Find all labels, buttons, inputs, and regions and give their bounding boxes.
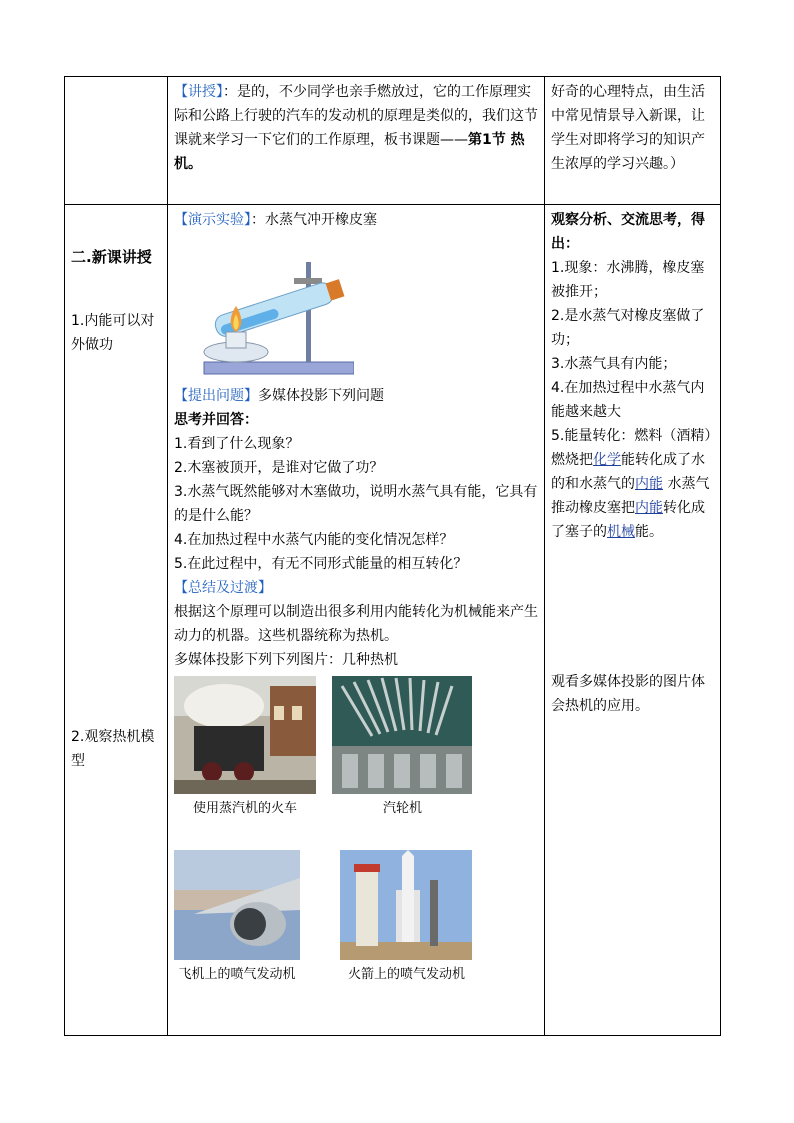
media-text: 多媒体投影下列下列图片：几种热机 [174,652,398,668]
section-item-2: 2.观察热机模型 [71,729,155,769]
section-right-cell [545,205,721,1036]
photos-row-2 [174,850,539,990]
lecture-tag: 【讲授】 [174,84,223,100]
question-2: 2.木塞被顶开，是谁对它做了功？ [174,460,384,476]
question-5: 5.在此过程中，有无不同形式能量的相互转化？ [174,556,468,572]
intro-left-cell [65,77,168,205]
clamp [294,278,322,284]
p5-part-e: 能。 [635,524,663,540]
photos-row-1 [174,676,539,826]
p5-part-d: 转化成了塞子的 [551,500,705,540]
stand-rod [306,262,311,362]
lecture-text: ：是的，不少同学也亲手燃放过，它的工作原理实际和公路上行驶的汽车的发动机的原理是类似的，我们这节课就来学习一下它们的工作原理，板书课题—— [174,84,538,148]
p5-blank-internal-2: 内能 [635,500,663,516]
p5-part-b: 能转化成了水的和水蒸气的 [551,452,705,492]
question-text: 多媒体投影下列问题 [258,388,384,404]
lesson-title: 第1节 热机。 [174,132,525,172]
figure-rocket [340,850,472,984]
right-point-4: 4.在加热过程中水蒸气内能越来越大 [551,380,705,420]
demo-text: ：水蒸气冲开橡皮塞 [251,212,377,228]
demo-tag: 【演示实验】 [174,212,251,228]
steam-train-photo [174,676,316,794]
section-left-cell [65,205,168,1036]
right-observe: 观看多媒体投影的图片体会热机的应用。 [551,674,705,714]
figure-jet-engine [174,850,300,984]
rocket-photo [340,850,472,960]
right-point-2: 2.是水蒸气对橡皮塞做了功； [551,308,705,348]
jet-engine-photo [174,850,300,960]
lesson-table [64,76,721,1036]
question-tag: 【提出问题】 [174,388,258,404]
p5-blank-internal-1: 内能 [635,476,663,492]
figure-steam-train [174,676,316,818]
question-1: 1.看到了什么现象？ [174,436,300,452]
p5-blank-chemical: 化学 [593,452,621,468]
experiment-illustration [174,234,539,384]
p5-part-a: 5.能量转化：燃料（酒精）燃烧把 [551,428,712,468]
new-lesson-row [65,205,721,1036]
section-heading: 二.新课讲授 [71,248,152,266]
section-middle-cell [168,205,545,1036]
right-heading: 观察分析、交流思考，得出： [551,212,705,252]
summary-text: 根据这个原理可以制造出很多利用内能转化为机械能来产生动力的机器。这些机器统称为热机。 [174,604,538,644]
caption-jet-engine: 飞机上的喷气发动机 [178,967,296,982]
right-point-1: 1.现象：水沸腾，橡皮塞被推开； [551,260,705,300]
p5-blank-mechanical: 机械 [607,524,635,540]
caption-turbine: 汽轮机 [382,801,422,816]
caption-steam-train: 使用蒸汽机的火车 [192,801,297,816]
test-tube [213,277,345,339]
right-point-3: 3.水蒸气具有内能； [551,356,677,372]
figure-turbine [332,676,472,818]
intro-right-cell [545,77,721,205]
section-item-1: 1.内能可以对外做功 [71,313,155,353]
turbine-photo [332,676,472,794]
p5-part-c: 水蒸气推动橡皮塞把 [551,476,710,516]
caption-rocket: 火箭上的喷气发动机 [347,967,465,982]
right-point-5 [551,424,715,544]
stand-base [204,362,354,374]
think-label: 思考并回答： [174,412,258,428]
question-4: 4.在加热过程中水蒸气内能的变化情况怎样？ [174,532,454,548]
intro-right-text: 好奇的心理特点，由生活中常见情景导入新课，让学生对即将学习的知识产生浓厚的学习兴趣。） [551,84,705,172]
summary-tag: 【总结及过渡】 [174,580,272,596]
question-3: 3.水蒸气既然能够对木塞做功，说明水蒸气具有能，它具有的是什么能？ [174,484,538,524]
intro-row [65,77,721,205]
intro-middle-cell [168,77,545,205]
lamp-neck [226,332,246,348]
experiment-svg [174,234,354,384]
